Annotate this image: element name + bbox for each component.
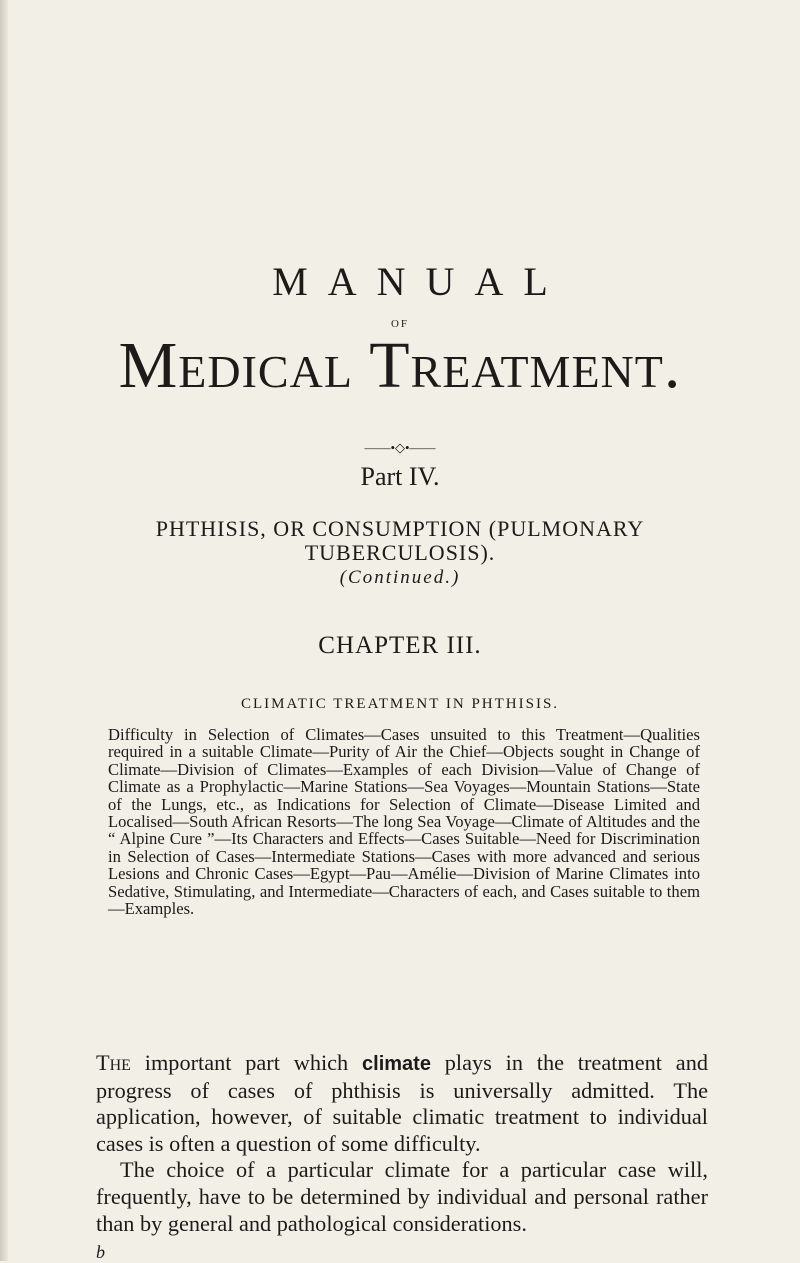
subject-line-1: PHTHISIS, OR CONSUMPTION (PULMONARY [155, 516, 645, 541]
paragraph-1-text-a: important part which [130, 1050, 363, 1075]
of-label: OF [390, 318, 410, 330]
ornament-divider: ——•◇•—— [364, 440, 436, 455]
paragraph-1-text-b: plays in the treatment and progress of cases of phthisis is universally admitted. The application, however, of suitable climatic treatment to individual cases is often a question of some difficulty. [96, 1050, 708, 1156]
paragraph-1 [96, 1050, 708, 1157]
manual-heading: MANUAL [272, 259, 568, 304]
chapter-subheading: CLIMATIC TREATMENT IN PHTHISIS. [240, 696, 560, 712]
part-heading: Part IV. [360, 462, 440, 491]
emphasis-climate: climate [362, 1053, 431, 1075]
paragraph-2: The choice of a particular climate for a particular case will, frequently, have to be determined by individual and personal rather than by general and pathological considerations. [96, 1157, 708, 1236]
paragraph-lead-word: The [96, 1050, 131, 1075]
body-text [96, 1050, 708, 1237]
continued-note: (Continued.) [339, 567, 461, 588]
subject-line-2: TUBERCULOSIS). [304, 540, 496, 565]
book-title: Medical Treatment. [118, 329, 682, 402]
chapter-heading: CHAPTER III. [318, 632, 482, 659]
chapter-synopsis: Difficulty in Selection of Climates—Cases unsuited to this Treatment—Qualities required in a suitable Climate—Purity of Air the Chief—Objects sought in Change of Climate—Division of Climates—Examples of each Division—Value of Change of Climate as a Prophylactic—Marine Stations—Sea Voyages—Mountain Stations—State of the Lungs, etc., as Indications for Selection of Climate—Disease Limited and Localised—South African Resorts—The long Sea Voyage—Climate of Altitudes and the “ Alpine Cure ”—Its Characters and Effects—Cases Suitable—Need for Discrimination in Selection of Cases—Intermediate Stations—Cases with more advanced and serious Lesions and Chronic Cases—Egypt—Pau—Amélie—Division of Marine Climates into Sedative, Stimulating, and Intermediate—Characters of each, and Cases suitable to them—Examples. [108, 725, 700, 919]
signature-mark: b [96, 1242, 105, 1262]
